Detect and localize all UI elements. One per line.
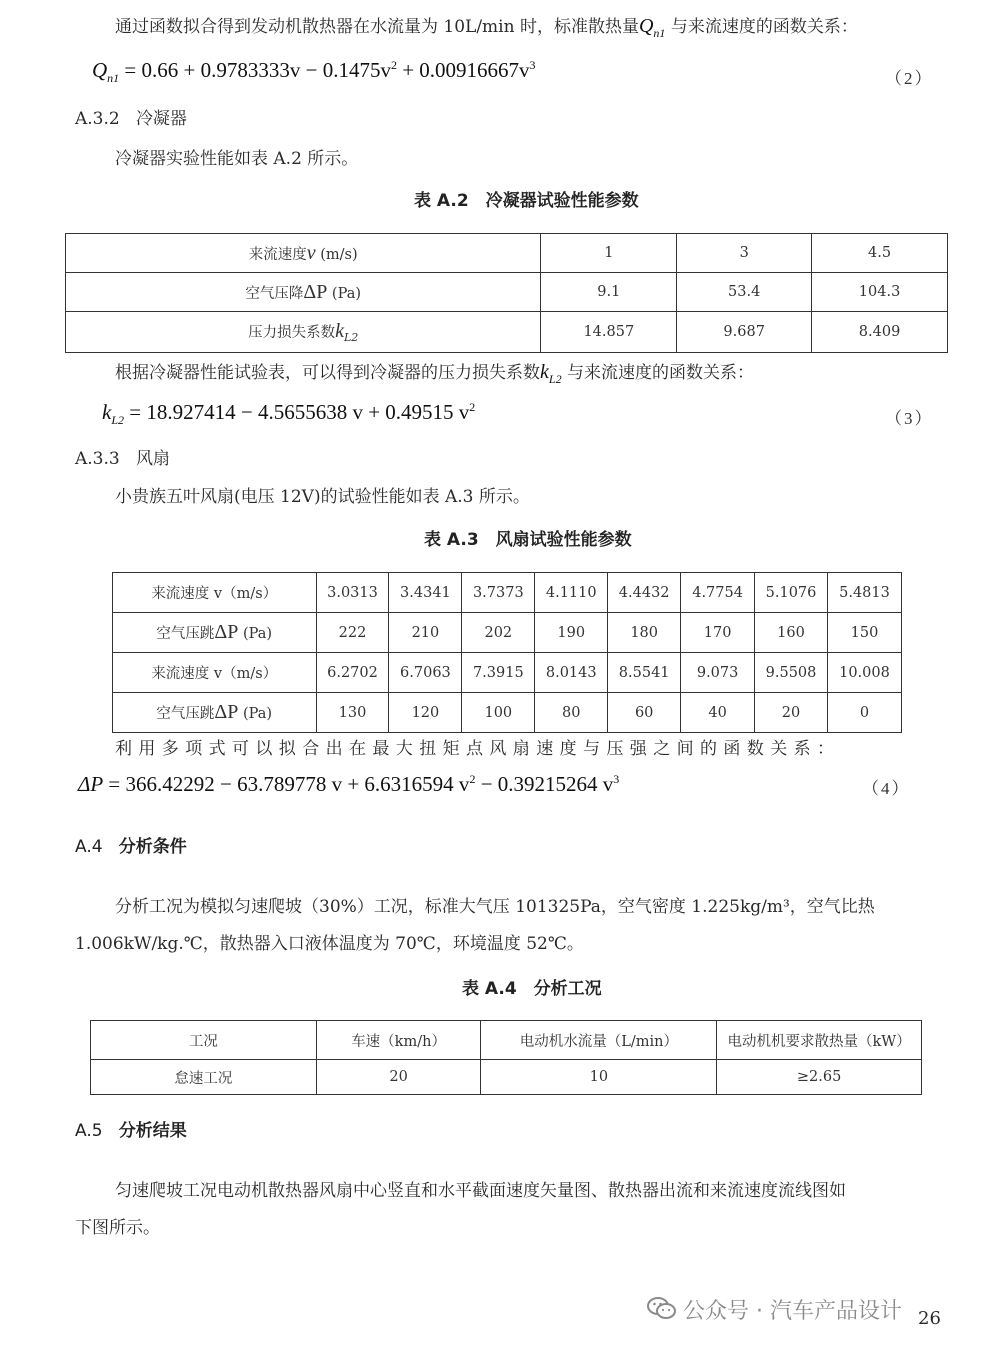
table-cell: 20 (316, 1060, 481, 1095)
table-cell: 5.4813 (827, 573, 901, 613)
condenser-fit-paragraph: 根据冷凝器性能试验表，可以得到冷凝器的压力损失系数$k_{L2}$ 与来流速度的函数关系： (115, 361, 754, 386)
table-cell: 120 (389, 693, 462, 733)
table-a4-caption: 表 A.4 分析工况 (462, 979, 602, 999)
table-cell: 3.4341 (389, 573, 462, 613)
table-cell: 怠速工况 (91, 1060, 317, 1095)
table-cell: 4.4432 (608, 573, 681, 613)
section-a33-heading: A.3.3 风扇 (75, 449, 170, 469)
table-cell: 8.5541 (608, 653, 681, 693)
table-cell: 4.7754 (681, 573, 755, 613)
column-header: 工况 (91, 1021, 317, 1060)
table-row (66, 312, 948, 353)
row-label: 压力损失系数$k_{L2}$ (66, 312, 541, 353)
watermark-text: 公众号 · 汽车产品设计 (683, 1299, 902, 1324)
equation-3: $k_{L2} = 18.927414 - 4.5655638$ v + 0.49515 $v^2$ (102, 400, 476, 428)
table-cell: 130 (316, 693, 389, 733)
intro-paragraph: 通过函数拟合得到发动机散热器在水流量为 10L/min 时，标准散热量$Q_{n1}$ 与来流速度的函数关系： (115, 15, 858, 40)
table-cell: 180 (608, 613, 681, 653)
table-cell: 1 (541, 234, 677, 273)
table-cell: 10.008 (827, 653, 901, 693)
section-a4-heading: A.4 分析条件 (75, 837, 187, 857)
conditions-paragraph-line2: 1.006kW/kg.℃，散热器入口液体温度为 70℃，环境温度 52℃。 (75, 934, 584, 954)
table-cell: 222 (316, 613, 389, 653)
table-cell: 7.3915 (462, 653, 535, 693)
table-cell: 14.857 (541, 312, 677, 353)
table-cell: 3.0313 (316, 573, 389, 613)
row-label: 空气压跳ΔP (Pa) (113, 613, 317, 653)
table-a2-caption: 表 A.2 冷凝器试验性能参数 (414, 191, 639, 211)
table-cell: 9.5508 (755, 653, 828, 693)
table-row (66, 234, 948, 273)
table-cell: ≥2.65 (717, 1060, 922, 1095)
table-a4 (90, 1020, 922, 1095)
row-label: 来流速度v (m/s) (66, 234, 541, 273)
table-row (113, 613, 902, 653)
wechat-icon (647, 1296, 677, 1320)
equation-4-number: （4） (862, 779, 911, 798)
row-label: 空气压跳ΔP (Pa) (113, 693, 317, 733)
table-cell: 80 (535, 693, 608, 733)
column-header: 电动机机要求散热量（kW） (717, 1021, 922, 1060)
table-cell: 9.687 (677, 312, 812, 353)
table-a2 (65, 233, 948, 353)
table-cell: 100 (462, 693, 535, 733)
table-cell: 60 (608, 693, 681, 733)
section-a5-heading: A.5 分析结果 (75, 1121, 187, 1141)
table-cell: 0 (827, 693, 901, 733)
table-cell: 3.7373 (462, 573, 535, 613)
table-cell: 9.1 (541, 273, 677, 312)
table-a3 (112, 572, 902, 733)
table-cell: 5.1076 (755, 573, 828, 613)
equation-3-number: （3） (885, 409, 934, 428)
table-row (113, 573, 902, 613)
table-cell: 210 (389, 613, 462, 653)
fan-paragraph: 小贵族五叶风扇(电压 12V)的试验性能如表 A.3 所示。 (115, 487, 530, 507)
table-cell: 8.0143 (535, 653, 608, 693)
table-cell: 6.2702 (316, 653, 389, 693)
section-a32-heading: A.3.2 冷凝器 (75, 109, 187, 129)
table-cell: 8.409 (812, 312, 948, 353)
table-cell: 202 (462, 613, 535, 653)
table-cell: 20 (755, 693, 828, 733)
conditions-paragraph-line1: 分析工况为模拟匀速爬坡（30%）工况，标准大气压 101325Pa，空气密度 1.225kg/m³，空气比热 (115, 897, 875, 917)
table-row (66, 273, 948, 312)
column-header: 电动机水流量（L/min） (481, 1021, 717, 1060)
table-cell: 104.3 (812, 273, 948, 312)
fan-fit-paragraph: 利用多项式可以拟合出在最大扭矩点风扇速度与压强之间的函数关系： (115, 739, 841, 759)
table-row (113, 693, 902, 733)
table-cell: 4.5 (812, 234, 948, 273)
table-cell: 9.073 (681, 653, 755, 693)
symbol-q: Q (638, 15, 654, 37)
table-cell: 4.1110 (535, 573, 608, 613)
table-row (91, 1060, 922, 1095)
row-label: 来流速度 v（m/s） (113, 653, 317, 693)
table-cell: 3 (677, 234, 812, 273)
table-cell: 170 (681, 613, 755, 653)
condenser-paragraph: 冷凝器实验性能如表 A.2 所示。 (115, 149, 359, 169)
table-cell: 40 (681, 693, 755, 733)
column-header: 车速（km/h） (316, 1021, 481, 1060)
table-cell: 53.4 (677, 273, 812, 312)
table-header-row (91, 1021, 922, 1060)
page-number: 26 (918, 1308, 941, 1329)
table-a3-caption: 表 A.3 风扇试验性能参数 (424, 530, 632, 550)
row-label: 空气压降ΔP (Pa) (66, 273, 541, 312)
equation-2: $Q_{n1} = 0.66 + 0.9783333v - 0.1475v^2 + 0.00916667v^3$ (92, 58, 536, 86)
results-paragraph-line1: 匀速爬坡工况电动机散热器风扇中心竖直和水平截面速度矢量图、散热器出流和来流速度流线图如 (115, 1181, 846, 1201)
table-cell: 10 (481, 1060, 717, 1095)
table-cell: 6.7063 (389, 653, 462, 693)
table-cell: 150 (827, 613, 901, 653)
table-cell: 190 (535, 613, 608, 653)
table-row (113, 653, 902, 693)
results-paragraph-line2: 下图所示。 (75, 1218, 160, 1238)
equation-4: ΔP = 366.42292 − 63.789778 v + 6.6316594 $v^2 - 0.39215264$ $v^3$ (78, 772, 620, 796)
row-label: 来流速度 v（m/s） (113, 573, 317, 613)
table-cell: 160 (755, 613, 828, 653)
equation-2-number: （2） (885, 69, 934, 88)
